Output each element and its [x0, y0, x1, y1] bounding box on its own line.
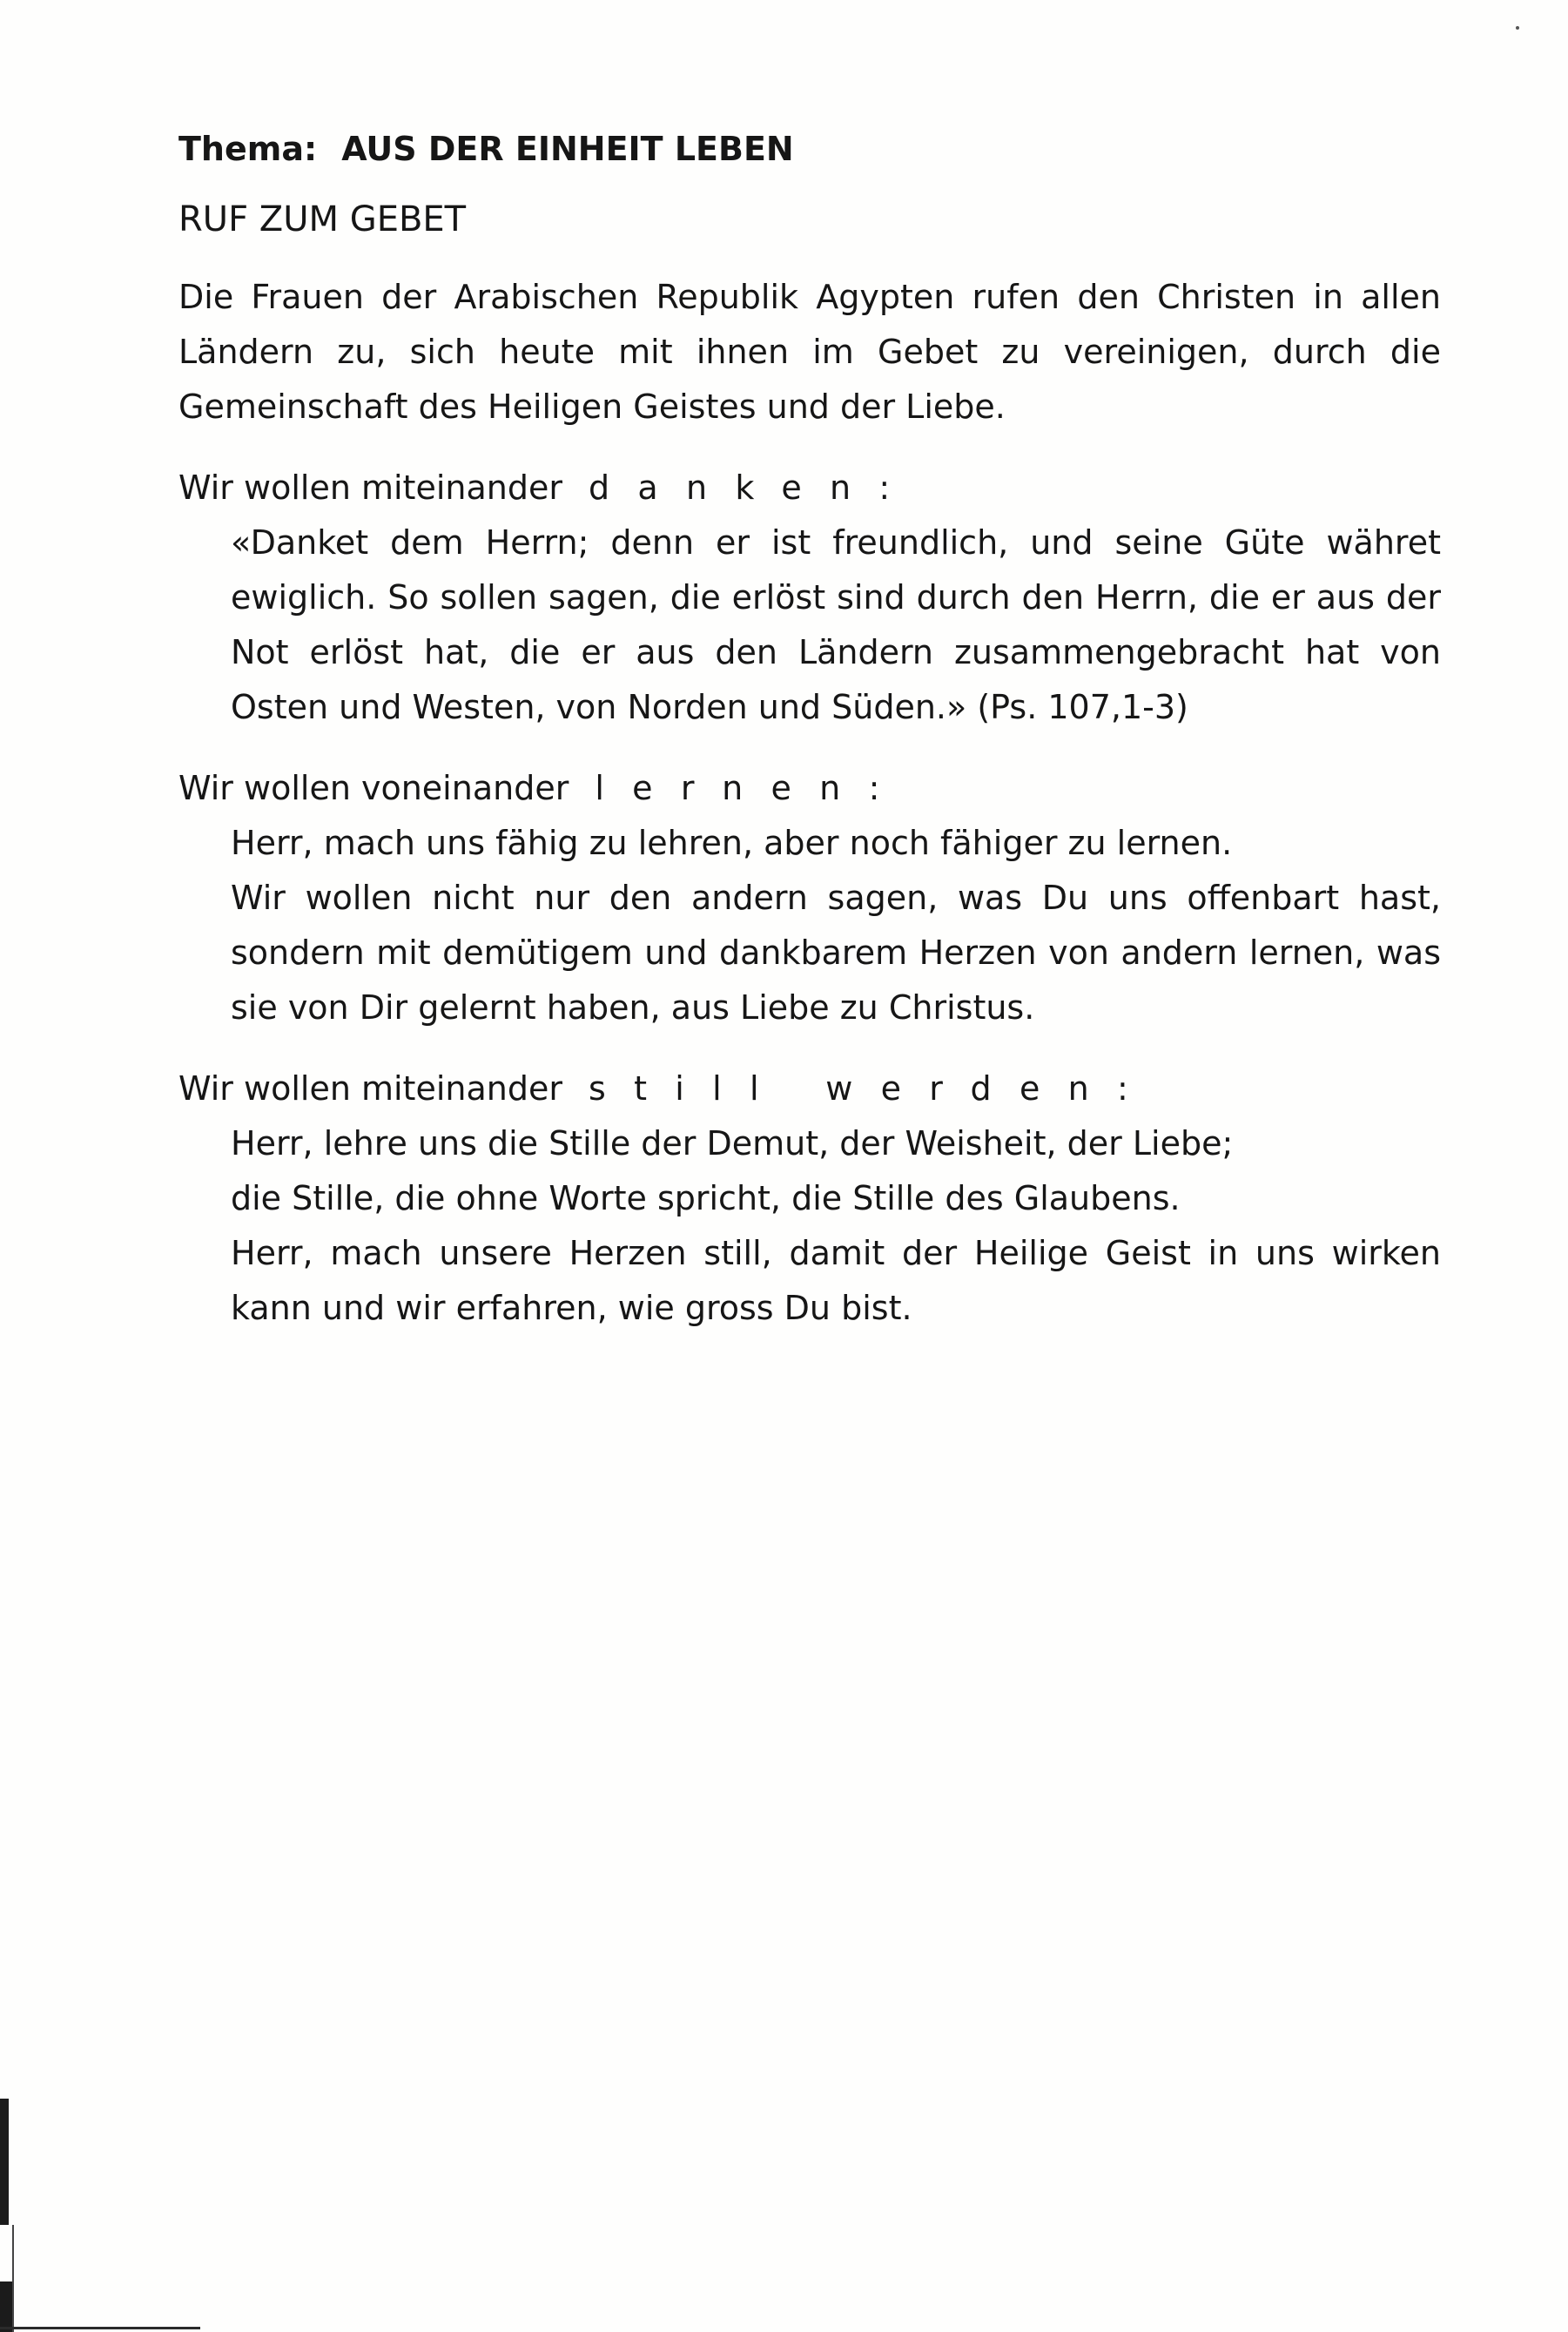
scan-edge-mark [0, 2281, 12, 2332]
prayer-line: Herr, lehre uns die Stille der Demut, der Weisheit, der Liebe; [231, 1124, 1234, 1163]
section-keyword: still werden: [588, 1069, 1157, 1108]
intro-paragraph: Die Frauen der Arabischen Republik Agypten rufen den Christen in allen Ländern zu, sich heute mit ihnen im Gebet zu vereinigen, durch die Gemeinschaft des Heiligen Geistes und der Liebe. [178, 278, 1441, 426]
section-keyword: danken: [588, 468, 919, 507]
psalm-quote: «Danket dem Herrn; denn er ist freundlich, und seine Güte währet ewiglich. So sollen sagen, die erlöst sind durch den Herrn, die er aus der Not erlöst hat, die er aus den Ländern zusammengebracht hat von Osten und Westen, von Norden und Süden.» (Ps. 107,1-3) [231, 523, 1441, 726]
section-body [231, 516, 1441, 735]
scan-edge-mark [0, 2099, 9, 2225]
section-heading [178, 1062, 1441, 1116]
section-lead: Wir wollen voneinander [178, 769, 569, 807]
section-danken [178, 461, 1441, 735]
document-content [178, 122, 1441, 1362]
ruf-heading: RUF ZUM GEBET [178, 199, 467, 239]
section-still-werden [178, 1062, 1441, 1336]
scan-bottom-line [0, 2327, 200, 2329]
theme-title: AUS DER EINHEIT LEBEN [341, 130, 794, 168]
theme-heading [178, 122, 1441, 177]
scan-edge-line [12, 2225, 14, 2332]
prayer-line: Wir wollen nicht nur den andern sagen, was Du uns offenbart hast, sondern mit demütigem und dankbarem Herzen von andern lernen, was sie von Dir gelernt haben, aus Liebe zu Christus. [231, 879, 1441, 1027]
section-lernen [178, 761, 1441, 1035]
section-body [231, 816, 1441, 1035]
section-heading [178, 461, 1441, 516]
section-keyword: lernen: [595, 769, 908, 807]
prayer-line: die Stille, die ohne Worte spricht, die Stille des Glaubens. [231, 1179, 1181, 1217]
theme-label: Thema: [178, 130, 318, 168]
section-body [231, 1116, 1441, 1336]
section-heading [178, 761, 1441, 816]
prayer-line: Herr, mach uns fähig zu lehren, aber noch fähiger zu lernen. [231, 824, 1233, 862]
section-lead: Wir wollen miteinander [178, 1069, 562, 1108]
prayer-line: Herr, mach unsere Herzen still, damit der Heilige Geist in uns wirken kann und wir erfahren, wie gross Du bist. [231, 1234, 1441, 1327]
section-lead: Wir wollen miteinander [178, 468, 562, 507]
scan-speck [1516, 26, 1519, 30]
